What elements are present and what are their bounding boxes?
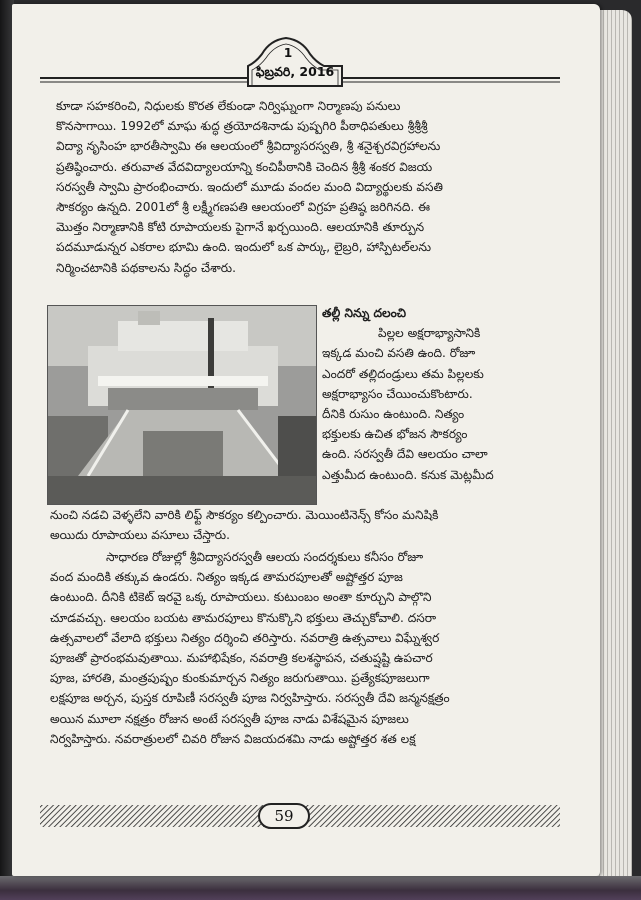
text-line: నిర్మించటానికి పథకాలను సిద్ధం చేశారు.	[56, 260, 236, 275]
page-number: 59	[258, 803, 310, 829]
text-line: నిర్వహిస్తారు. నవరాత్రులలో చివరి రోజున విజయదశమి నాడు అష్టోత్తర శత లక్ష	[50, 731, 416, 746]
text-line: లక్షపూజ అర్చన, పుస్తక రూపిణీ సరస్వతీ పూజ నిర్వహిస్తారు. సరస్వతీ దేవి జన్మనక్షత్రం	[50, 691, 450, 706]
text-line: కొనసాగాయి. 1992లో మాఘ శుద్ధ త్రయోదశినాడు పుష్పగిరి పీఠాధిపతులు శ్రీశ్రీశ్రీ	[56, 119, 428, 134]
paragraph-2-continuation	[50, 505, 560, 545]
text-line: మొత్తం నిర్మాణానికి కోటి రూపాయలకు పైగానే ఖర్చయింది. ఆలయానికి తూర్పున	[56, 220, 425, 235]
text-line: విద్యా నృసింహ భారతీస్వామి ఈ ఆలయంలో శ్రీవిద్యాసరస్వతి, శ్రీ శనైశ్చరవిగ్రహాలను	[56, 139, 441, 154]
text-line: పూజ, హారతి, మంత్రపుష్పం కుంకుమార్చన నిత్యం జరుగుతాయి. ప్రత్యేకపూజలుగా	[50, 671, 430, 686]
issue-number: 1	[283, 46, 293, 60]
text-line: ఎందరో తల్లిదండ్రులు తమ పిల్లలకు	[322, 366, 484, 381]
issue-date: ఫిబ్రవరి, 2016	[255, 64, 335, 79]
paragraph-3	[50, 547, 560, 749]
text-line: పూజతో ప్రారంభమవుతాయి. మహాభిషేకం, నవరాత్రి కలశస్థాపన, చతుష్షష్టి ఉపచార	[50, 651, 433, 666]
text-line: వంద మందికి తక్కువ ఉండరు. నిత్యం ఇక్కడ తామరపూలతో అష్టోత్తర పూజ	[50, 570, 403, 585]
page-edges	[596, 10, 632, 885]
text-line: ఇక్కడ మంచి వసతి ఉంది. రోజూ	[322, 346, 476, 361]
text-line: ఉంటుంది. దీనికి టికెట్ ఇరవై ఒక్క రూపాయలు. కుటుంబం అంతా కూర్చుని పాల్గొని	[50, 590, 432, 605]
text-line: అక్షరాభ్యాసం చేయించుకొంటారు.	[322, 386, 473, 401]
text-line: సాధారణ రోజుల్లో శ్రీవిద్యాసరస్వతీ ఆలయ సందర్శకులు కనీసం రోజూ	[106, 550, 424, 564]
text-line: పదమూడున్నర ఎకరాల భూమి ఉంది. ఇందులో ఒక పార్కు, లైబ్రరి, హాస్పిటల్‌లను	[56, 240, 431, 255]
temple-photo	[47, 305, 317, 505]
table-surface	[0, 876, 641, 900]
text-line: అయిదు రూపాయలు వసూలు చేస్తారు.	[50, 528, 230, 543]
paragraph-1	[56, 96, 556, 278]
text-line: పిల్లల అక్షరాభ్యాసానికి	[378, 326, 481, 341]
text-line: కూడా సహకరించి, నిధులకు కొరత లేకుండా నిర్విఘ్నంగా నిర్మాణపు పనులు	[56, 99, 401, 113]
text-line: ప్రతిష్ఠించారు. తరువాత వేదవిద్యాలయాన్ని కంచిపీఠానికి చెందిన శ్రీశ్రీ శంకర విజయ	[56, 159, 433, 174]
text-line: సరస్వతీ స్వామి ప్రారంభించారు. ఇందులో మూడు వందల మంది విద్యార్థులకు వసతి	[56, 179, 443, 194]
side-column	[322, 303, 562, 485]
section-title: తల్లీ నిన్ను దలంచి	[322, 306, 407, 320]
text-line: ఉత్సవాలలో వేలాది భక్తులు నిత్యం దర్శించి తరిస్తారు. నవరాత్రి ఉత్సవాలు విఘ్నేశ్వర	[50, 630, 440, 645]
text-line: చూడవచ్చు. ఆలయం బయట తామరపూలు కొనుక్కొని భక్తులు తెచ్చుకోవాలి. దసరా	[50, 610, 437, 625]
text-line: దీనికి రుసుం ఉంటుంది. నిత్యం	[322, 407, 465, 422]
text-line: సౌకర్యం ఉన్నది. 2001లో శ్రీ లక్ష్మీగణపతి ఆలయంలో విగ్రహ ప్రతిష్ఠ జరిగినది. ఈ	[56, 200, 431, 215]
text-line: ఉంది. సరస్వతీ దేవి ఆలయం చాలా	[322, 447, 488, 462]
text-line: నుంచి నడచి వెళ్ళలేని వారికి లిఫ్ట్ సౌకర్యం కల్పించారు. మెయింటినెన్స్ కోసం మనిషికి	[50, 508, 439, 522]
page-header	[0, 0, 641, 100]
text-line: భక్తులకు ఉచిత భోజన సౌకర్యం	[322, 427, 468, 442]
header-ornament	[0, 0, 641, 100]
text-line: అయిన మూలా నక్షత్రం రోజున అంటే సరస్వతీ పూజ నాడు విశేషమైన పూజలు	[50, 711, 409, 726]
text-line: ఎత్తుమీద ఉంటుంది. కనుక మెట్లమీద	[322, 467, 494, 482]
